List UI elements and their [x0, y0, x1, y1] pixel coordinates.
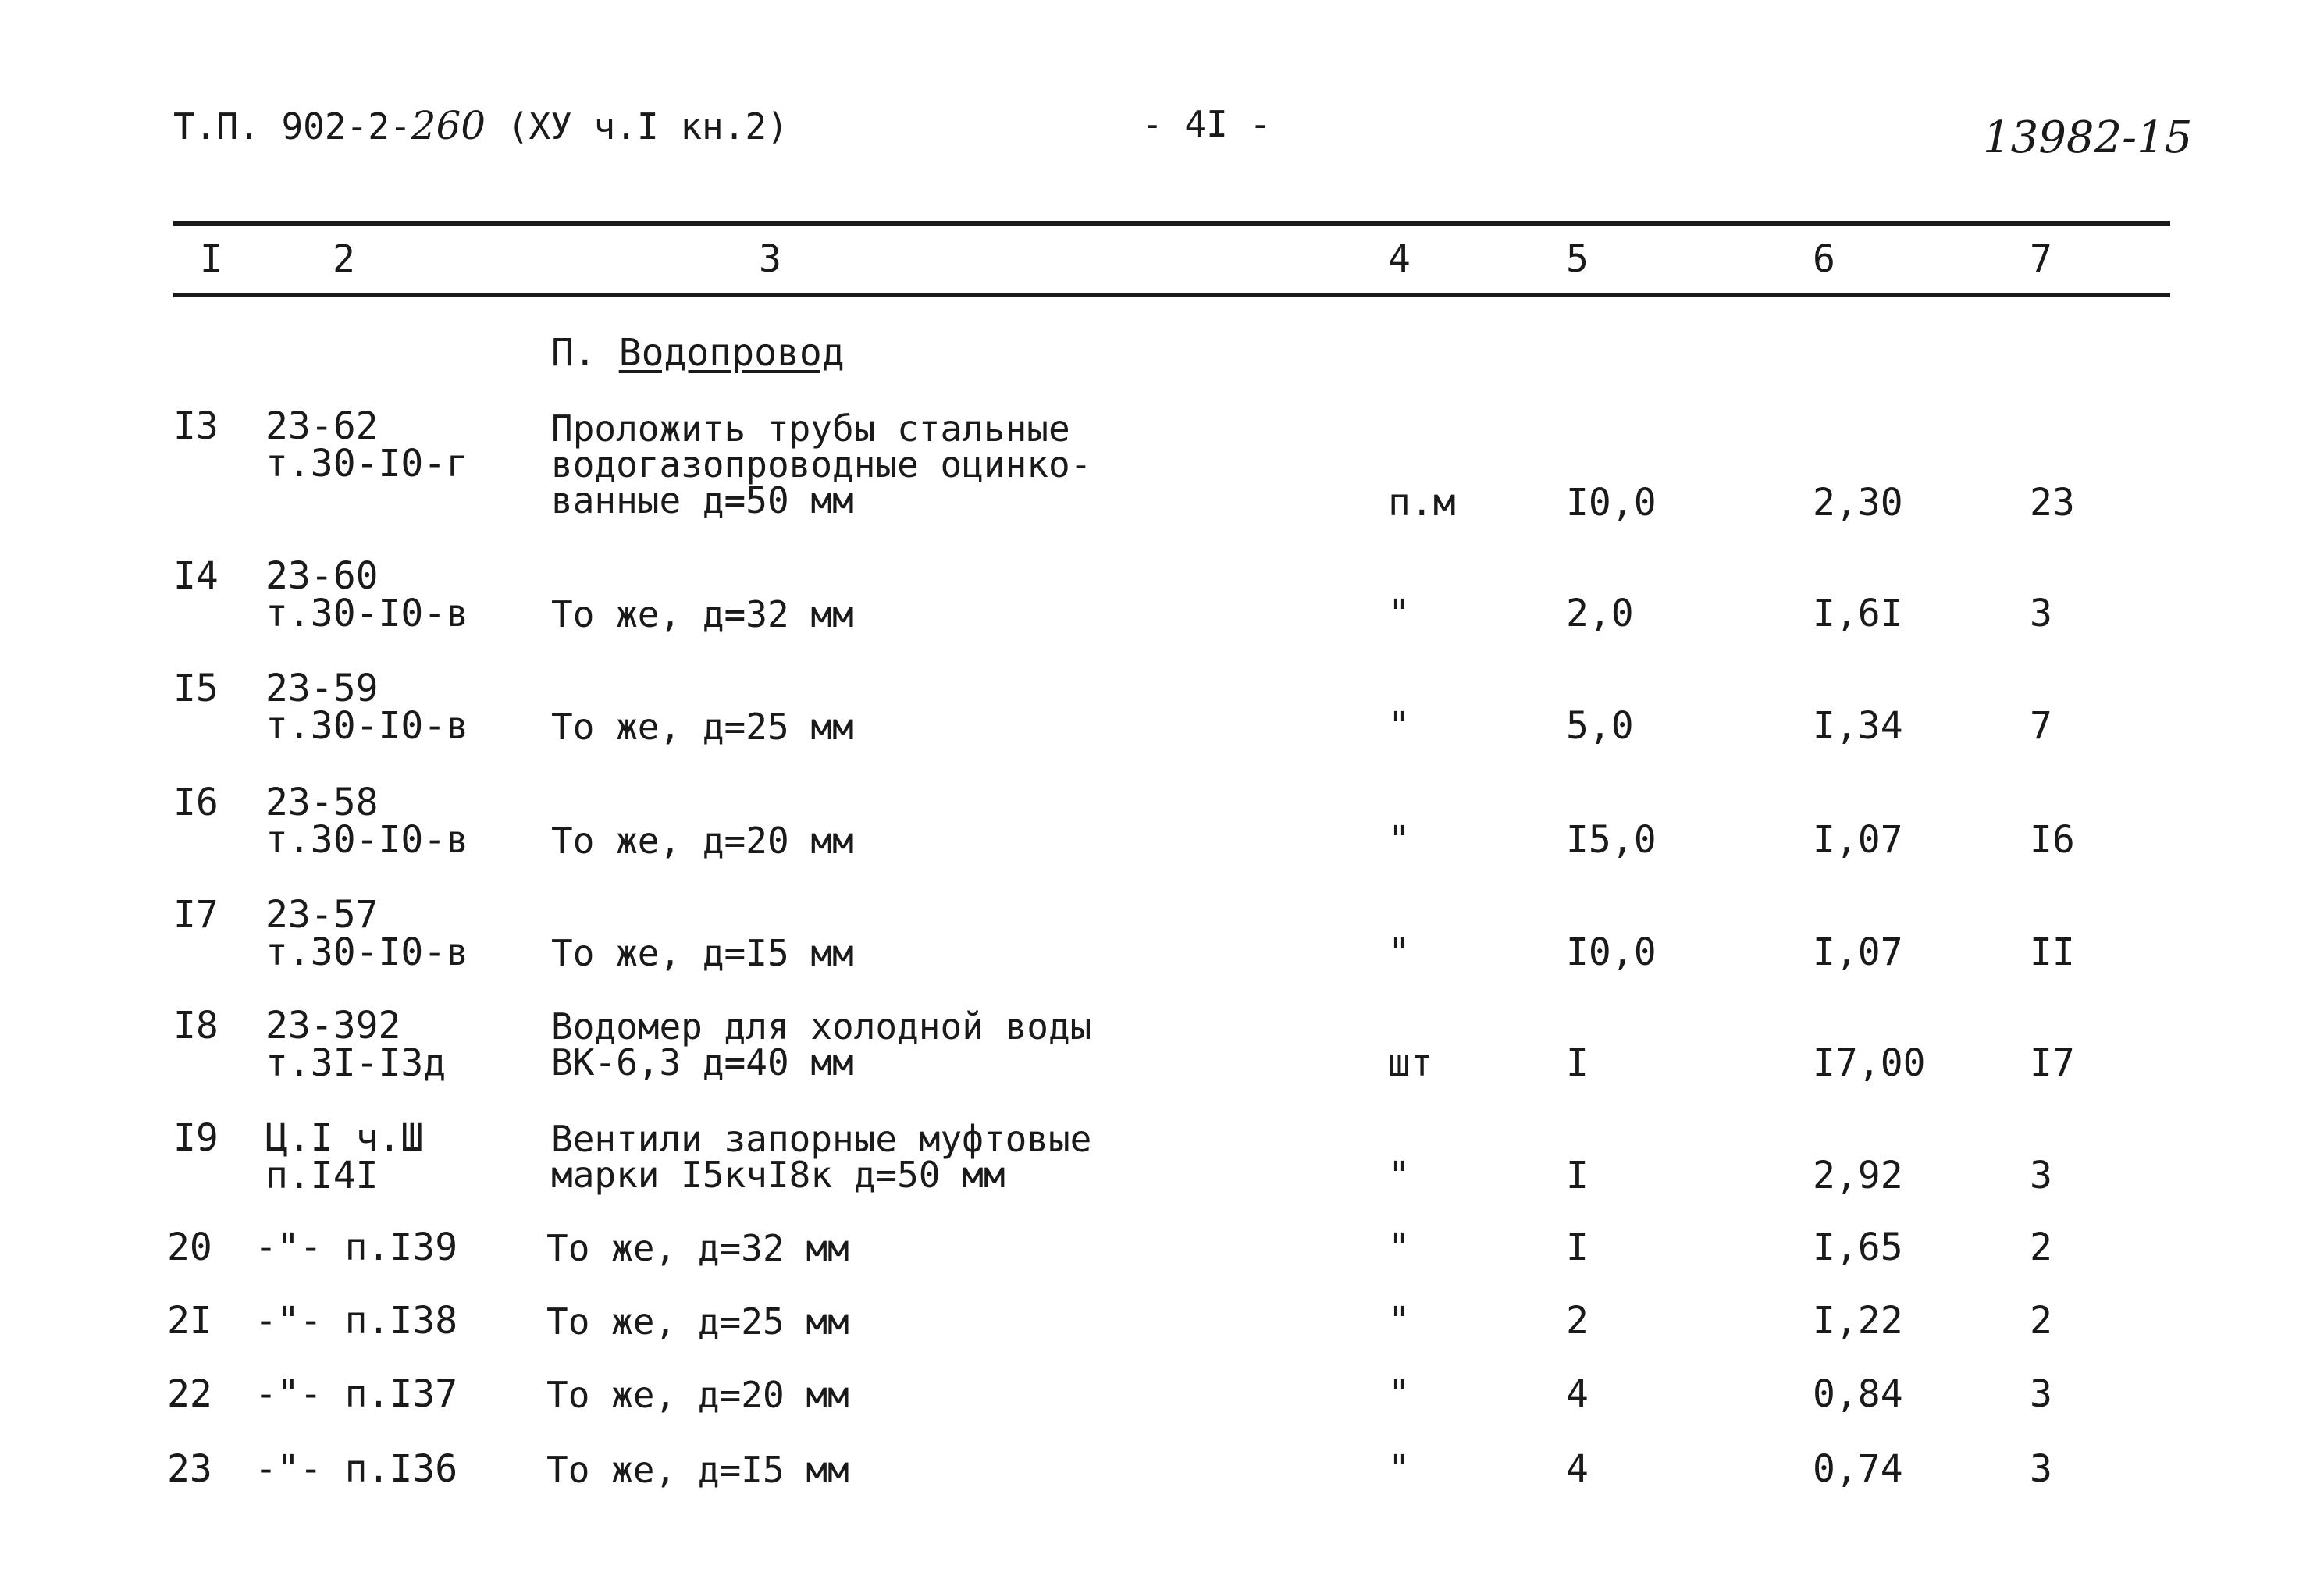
- document-code: [173, 103, 788, 148]
- row-price: I,07: [1813, 930, 1903, 974]
- row-number: 22: [167, 1372, 212, 1416]
- row-unit: шт: [1388, 1041, 1433, 1085]
- row-description-line: То же, д=32 мм: [546, 1227, 849, 1269]
- row-quantity: 2,0: [1566, 592, 1634, 635]
- column-number-4: 4: [1388, 237, 1411, 281]
- row-description-line: ванные д=50 мм: [551, 479, 854, 521]
- row-total: 3: [2030, 592, 2052, 635]
- row-description-line: То же, д=32 мм: [551, 593, 854, 635]
- column-number-5: 5: [1566, 237, 1589, 281]
- column-number-7: 7: [2030, 237, 2052, 281]
- inventory-number-handwritten: 13982-15: [1983, 112, 2193, 163]
- table-header-rule: [173, 293, 2170, 297]
- row-description-line: водогазопроводные оцинко-: [551, 443, 1092, 486]
- table-top-rule: [173, 221, 2170, 226]
- row-number: 20: [167, 1226, 212, 1269]
- row-number: I7: [173, 893, 219, 937]
- row-code-line: т.30-I0-в: [265, 818, 469, 862]
- row-price: 0,84: [1813, 1372, 1903, 1416]
- row-number: 23: [167, 1447, 212, 1491]
- row-code-line: т.30-I0-г: [265, 442, 469, 486]
- row-price: 0,74: [1813, 1447, 1903, 1491]
- row-total: I7: [2030, 1041, 2075, 1085]
- row-description-line: То же, д=20 мм: [551, 820, 854, 862]
- row-unit: ": [1388, 818, 1411, 862]
- row-code-line: п.I4I: [265, 1154, 379, 1197]
- row-code-line: -"- п.I38: [254, 1299, 458, 1343]
- row-price: 2,92: [1813, 1154, 1903, 1197]
- row-description-line: Водомер для холодной воды: [551, 1005, 1092, 1048]
- row-quantity: I: [1566, 1041, 1589, 1085]
- row-code-line: -"- п.I36: [254, 1447, 458, 1491]
- row-code-line: т.30-I0-в: [265, 592, 469, 635]
- row-quantity: I0,0: [1566, 481, 1657, 525]
- row-number: I8: [173, 1004, 219, 1048]
- row-unit: ": [1388, 1447, 1411, 1491]
- row-unit: ": [1388, 704, 1411, 748]
- row-code-line: 23-62: [265, 404, 379, 448]
- row-unit: ": [1388, 1226, 1411, 1269]
- row-price: I,6I: [1813, 592, 1903, 635]
- row-code-line: т.30-I0-в: [265, 930, 469, 974]
- row-code-line: 23-58: [265, 781, 379, 824]
- row-quantity: I: [1566, 1154, 1589, 1197]
- row-number: I5: [173, 667, 219, 710]
- row-total: 2: [2030, 1226, 2052, 1269]
- row-price: I,22: [1813, 1299, 1903, 1343]
- row-total: II: [2030, 930, 2075, 974]
- column-number-1: I: [200, 237, 222, 281]
- row-description-line: марки I5кчI8к д=50 мм: [551, 1154, 1005, 1196]
- row-code-line: 23-60: [265, 554, 379, 598]
- row-total: 2: [2030, 1299, 2052, 1343]
- row-price: I7,00: [1813, 1041, 1926, 1085]
- row-unit: ": [1388, 930, 1411, 974]
- row-total: 3: [2030, 1447, 2052, 1491]
- row-total: 7: [2030, 704, 2052, 748]
- section-title: [551, 331, 845, 375]
- doc-prefix: Т.П. 902-2-: [173, 105, 411, 148]
- row-price: I,34: [1813, 704, 1903, 748]
- section-prefix: П.: [551, 331, 596, 375]
- row-code-line: -"- п.I39: [254, 1226, 458, 1269]
- row-code-line: 23-59: [265, 667, 379, 710]
- row-quantity: 5,0: [1566, 704, 1634, 748]
- doc-number-handwritten: 260: [411, 103, 486, 148]
- doc-suffix: (ХУ ч.I кн.2): [507, 105, 788, 148]
- row-total: 23: [2030, 481, 2075, 525]
- column-number-2: 2: [333, 237, 355, 281]
- row-price: I,07: [1813, 818, 1903, 862]
- row-description-line: Проложить трубы стальные: [551, 407, 1070, 450]
- page-number: - 4I -: [1141, 103, 1272, 145]
- row-quantity: I5,0: [1566, 818, 1657, 862]
- row-code-line: 23-57: [265, 893, 379, 937]
- row-total: 3: [2030, 1372, 2052, 1416]
- row-description-line: То же, д=I5 мм: [551, 932, 854, 974]
- row-number: I9: [173, 1116, 219, 1160]
- row-unit: ": [1388, 592, 1411, 635]
- column-number-6: 6: [1813, 237, 1835, 281]
- row-unit: ": [1388, 1372, 1411, 1416]
- row-description-line: То же, д=20 мм: [546, 1374, 849, 1416]
- row-unit: ": [1388, 1299, 1411, 1343]
- row-unit: п.м: [1388, 481, 1456, 525]
- row-description-line: Вентили запорные муфтовые: [551, 1118, 1092, 1160]
- row-number: I4: [173, 554, 219, 598]
- row-description-line: То же, д=25 мм: [546, 1300, 849, 1343]
- row-code-line: Ц.I ч.Ш: [265, 1116, 424, 1160]
- row-code-line: т.3I-I3д: [265, 1041, 447, 1085]
- row-quantity: 2: [1566, 1299, 1589, 1343]
- row-description-line: То же, д=25 мм: [551, 706, 854, 748]
- row-number: I3: [173, 404, 219, 448]
- row-total: I6: [2030, 818, 2075, 862]
- row-quantity: 4: [1566, 1447, 1589, 1491]
- row-quantity: I: [1566, 1226, 1589, 1269]
- row-quantity: 4: [1566, 1372, 1589, 1416]
- row-number: 2I: [167, 1299, 212, 1343]
- row-code-line: -"- п.I37: [254, 1372, 458, 1416]
- row-code-line: 23-392: [265, 1004, 401, 1048]
- row-number: I6: [173, 781, 219, 824]
- row-total: 3: [2030, 1154, 2052, 1197]
- row-price: 2,30: [1813, 481, 1903, 525]
- row-code-line: т.30-I0-в: [265, 704, 469, 748]
- row-quantity: I0,0: [1566, 930, 1657, 974]
- row-description-line: То же, д=I5 мм: [546, 1449, 849, 1491]
- section-name: Водопровод: [618, 331, 845, 375]
- row-description-line: ВК-6,3 д=40 мм: [551, 1041, 854, 1083]
- row-unit: ": [1388, 1154, 1411, 1197]
- row-price: I,65: [1813, 1226, 1903, 1269]
- column-number-3: 3: [759, 237, 781, 281]
